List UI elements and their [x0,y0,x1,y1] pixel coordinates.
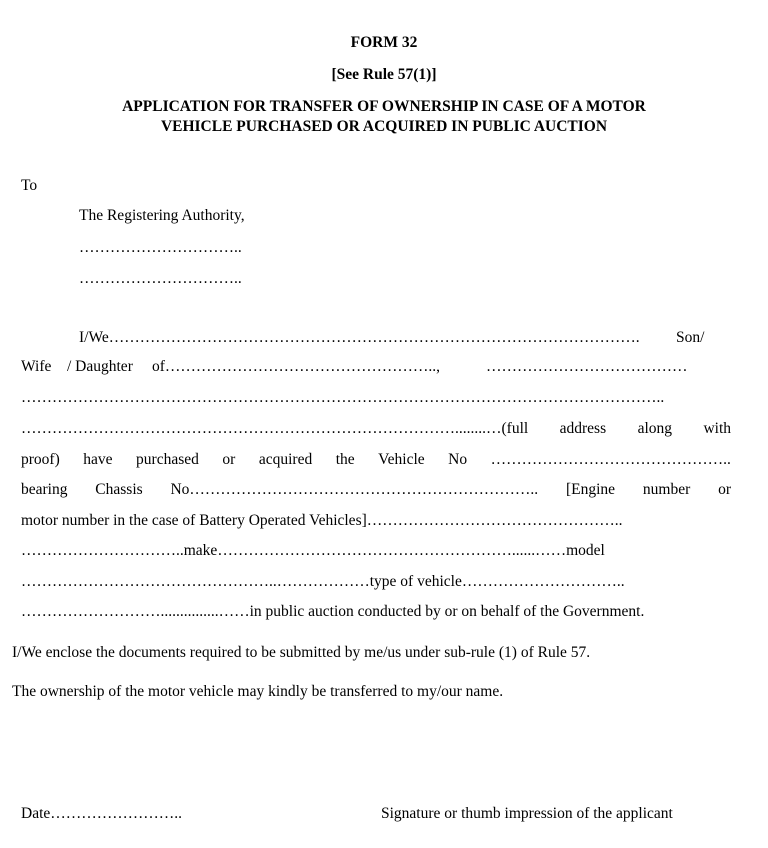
word-have: have [83,451,113,468]
parent-name-line: of…………………………………………….., [152,358,441,375]
form-title [0,97,768,137]
chassis-no-blank: No………………………………………………………….. [170,481,539,498]
registering-authority: The Registering Authority, [79,207,245,224]
enclose-documents-statement: I/We enclose the documents required to be submitted by me/us under sub-rule (1) of Rule 57. [12,644,591,661]
engine-motor-number-line: motor number in the case of Battery Operated Vehicles]………………………………………….. [21,512,623,529]
word-bearing: bearing [21,481,68,498]
address-line-2-text: …………………………………………………………………………........…(full [21,420,529,437]
daughter-label: / Daughter [67,358,133,375]
form-title-line-2: VEHICLE PURCHASED OR ACQUIRED IN PUBLIC AUCTION [160,118,608,135]
address-blank-2: ………………………….. [79,270,242,287]
address-to: To [21,177,38,194]
type-of-vehicle-line: …………………………………………..………………type of vehicle………………………….. [21,573,625,590]
word-engine: [Engine [566,481,616,498]
address-word: address [559,420,607,437]
word-chassis: Chassis [95,481,143,498]
applicant-name-line: I/We…………………………………………………………………………………………. [79,329,640,346]
word-vehicle: Vehicle [378,451,425,468]
date-field: Date…………………….. [21,805,183,822]
son-label: Son/ [676,329,705,346]
word-or-2: or [718,481,731,498]
parent-name-continue: ………………………………… [486,358,688,375]
word-acquired: acquired [258,451,313,468]
word-or: or [222,451,236,468]
form-title-line-1: APPLICATION FOR TRANSFER OF OWNERSHIP IN CASE OF A MOTOR [122,98,646,115]
vehicle-no-blank: ……………………………………….. [490,451,731,468]
rule-reference: [See Rule 57(1)] [331,66,437,83]
word-the: the [335,451,355,468]
public-auction-line: ………………………...............……in public auction conducted by or on behalf of the Government. [21,603,645,620]
wife-label: Wife [21,358,52,375]
form-number: FORM 32 [350,34,418,51]
along-word: along [637,420,672,437]
applicant-signature-label: Signature or thumb impression of the applicant [381,805,673,822]
chassis-no-line [21,481,731,499]
address-line-2 [21,420,731,438]
word-number: number [642,481,691,498]
word-purchased: purchased [136,451,199,468]
word-proof: proof) [21,451,60,468]
vehicle-no-line [21,451,731,469]
address-line-1: …………………………………………………………………………………………………………….. [21,389,665,406]
with-word: with [703,420,731,437]
make-model-line: …………………………..make…………………………………………………......……model [21,542,605,559]
transfer-request-statement: The ownership of the motor vehicle may kindly be transferred to my/our name. [12,683,504,700]
address-blank-1: ………………………….. [79,239,242,256]
word-no: No [448,451,468,468]
